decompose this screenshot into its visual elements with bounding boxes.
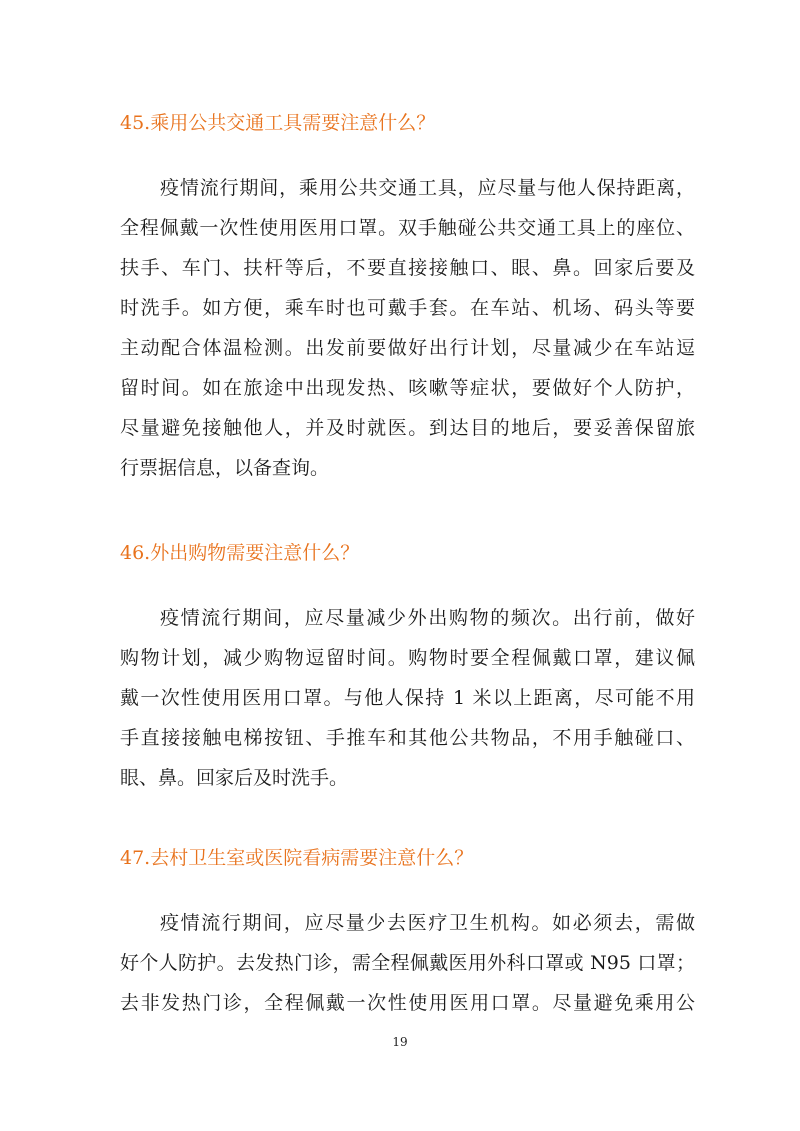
section-heading-47: 47.去村卫生室或医院看病需要注意什么？ <box>120 847 474 869</box>
page-number: 19 <box>392 1035 408 1049</box>
section-paragraph-47 <box>120 903 695 1023</box>
section-paragraph-46 <box>120 598 695 798</box>
paragraph-line: 眼、鼻。回家后及时洗手。 <box>120 767 349 789</box>
paragraph-line: 行票据信息，以备查询。 <box>120 457 330 479</box>
paragraph-line: 戴一次性使用医用口罩。与他人保持 1 米以上距离，尽可能不用 <box>120 687 695 709</box>
paragraph-line: 疫情流行期间，应尽量减少外出购物的频次。出行前，做好 <box>160 607 695 629</box>
section-heading-45: 45.乘用公共交通工具需要注意什么？ <box>120 112 436 134</box>
paragraph-line: 全程佩戴一次性使用医用口罩。双手触碰公共交通工具上的座位、 <box>120 217 695 239</box>
section-paragraph-45 <box>120 168 695 488</box>
paragraph-line: 购物计划，减少购物逗留时间。购物时要全程佩戴口罩，建议佩 <box>120 647 695 669</box>
paragraph-line: 去非发热门诊，全程佩戴一次性使用医用口罩。尽量避免乘用公 <box>120 992 695 1014</box>
paragraph-line: 好个人防护。去发热门诊，需全程佩戴医用外科口罩或 N95 口罩； <box>120 952 695 974</box>
paragraph-line: 时洗手。如方便，乘车时也可戴手套。在车站、机场、码头等要 <box>120 297 695 319</box>
paragraph-line: 留时间。如在旅途中出现发热、咳嗽等症状，要做好个人防护， <box>120 377 695 399</box>
paragraph-line: 疫情流行期间，乘用公共交通工具，应尽量与他人保持距离， <box>160 177 695 199</box>
paragraph-line: 尽量避免接触他人，并及时就医。到达目的地后，要妥善保留旅 <box>120 417 695 439</box>
paragraph-line: 主动配合体温检测。出发前要做好出行计划，尽量减少在车站逗 <box>120 337 695 359</box>
paragraph-line: 疫情流行期间，应尽量少去医疗卫生机构。如必须去，需做 <box>160 912 695 934</box>
paragraph-line: 手直接接触电梯按钮、手推车和其他公共物品，不用手触碰口、 <box>120 727 695 749</box>
section-heading-46: 46.外出购物需要注意什么？ <box>120 542 360 564</box>
paragraph-line: 扶手、车门、扶杆等后，不要直接接触口、眼、鼻。回家后要及 <box>120 257 695 279</box>
